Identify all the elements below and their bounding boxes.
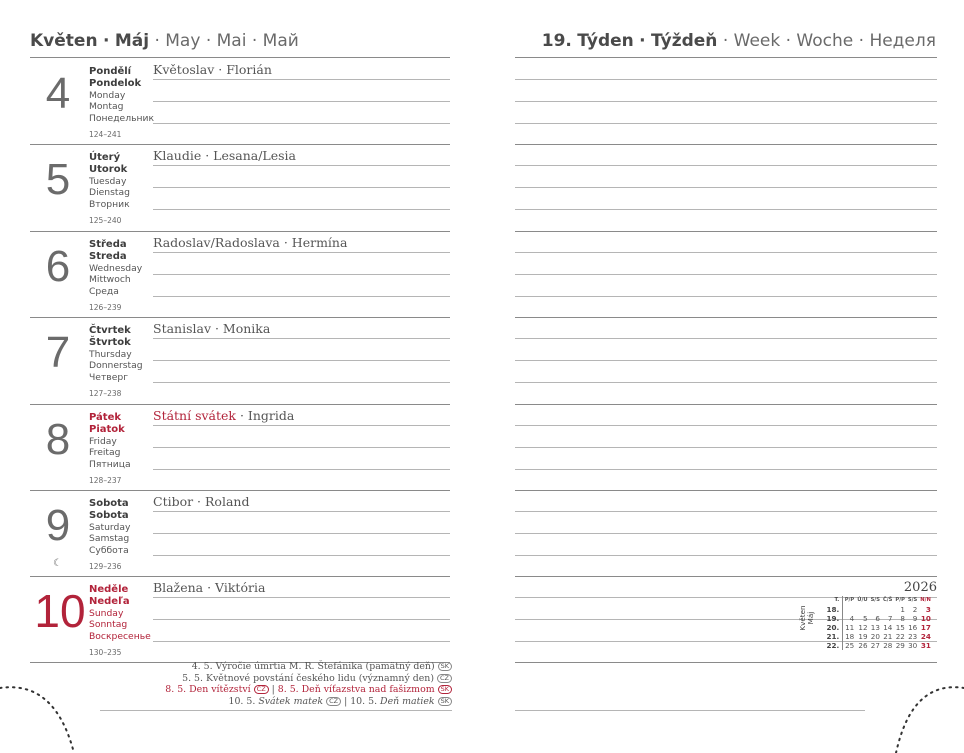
weekday-ru: Понедельник (89, 113, 155, 125)
sep: · (251, 31, 258, 51)
day-cell: 18 (845, 632, 855, 641)
nameday-text (153, 62, 272, 77)
month-label-cz: Květen (798, 605, 807, 631)
head-cell: S/S (907, 597, 918, 603)
mini-calendar-week (825, 641, 932, 650)
writing-line (153, 209, 450, 210)
writing-line (153, 382, 450, 383)
observances-notes (100, 661, 452, 707)
writing-line (153, 511, 450, 512)
header-rule (515, 57, 937, 58)
nameday-text (153, 408, 294, 423)
day-cell: 14 (883, 623, 893, 632)
day-separator (30, 404, 450, 405)
writing-line (515, 555, 937, 556)
weekday-de: Samstag (89, 533, 130, 545)
week-num: 20. (825, 623, 843, 632)
writing-line (515, 123, 937, 124)
nameday-names: Stanislav · Monika (153, 321, 271, 336)
weekday-cz: Sobota (89, 498, 129, 509)
bottom-rule (515, 710, 865, 711)
writing-line (515, 296, 937, 297)
head-cell: P/P (895, 597, 905, 603)
month-label-sk: Máj (806, 611, 815, 625)
country-flag: SK (438, 685, 452, 694)
writing-line (153, 597, 450, 598)
weekday-de: Donnerstag (89, 360, 143, 372)
writing-line (515, 425, 937, 426)
day-cell: 30 (908, 641, 918, 650)
weekday-de: Mittwoch (89, 274, 131, 286)
day-cell: 17 (920, 623, 931, 632)
writing-line (153, 274, 450, 275)
weekday-cz: Pátek (89, 412, 122, 423)
note-line (100, 684, 452, 696)
writing-line (515, 447, 937, 448)
country-flag: CZ (254, 685, 269, 694)
writing-line (153, 79, 450, 80)
day-separator (515, 231, 937, 232)
month-en: May (165, 31, 201, 51)
country-flag: CZ (437, 674, 452, 683)
note-date: 10. 5. (228, 695, 256, 707)
sep: · (154, 31, 160, 51)
weekday-en: Monday (89, 89, 126, 101)
day-cell: 27 (870, 641, 880, 650)
day-number: 6 (45, 242, 71, 291)
weekday-ru: Пятница (89, 459, 131, 471)
day-cell: 3 (925, 605, 931, 614)
mini-calendar-week (825, 632, 932, 641)
weekday-ru: Воскресенье (89, 631, 151, 643)
weekday-names (89, 152, 130, 227)
week-number: 19. (541, 31, 572, 51)
day-cell: 25 (845, 641, 855, 650)
day-cell: 12 (858, 623, 868, 632)
day-cell: 8 (900, 614, 905, 623)
weekday-sk: Streda (89, 250, 127, 262)
holiday-label: Státní svátek (153, 408, 237, 423)
dotted-arc-right-decoration (890, 670, 964, 753)
day-of-year: 127–238 (89, 388, 122, 398)
day-cell: 22 (895, 632, 905, 641)
note-text: 5. 5. Květnové povstání českého lidu (významný den) (182, 672, 434, 684)
weekday-ru: Вторник (89, 199, 130, 211)
day-cell: 26 (858, 641, 868, 650)
nameday-names: Klaudie · Lesana/Lesia (153, 148, 296, 163)
weekday-sk: Nedeľa (89, 595, 130, 607)
day-separator (30, 490, 450, 491)
day-cell: 11 (845, 623, 855, 632)
sep: · (722, 31, 729, 51)
sep: · (205, 31, 212, 51)
mini-calendar-head (825, 596, 932, 605)
note-line (100, 696, 452, 708)
weekday-en: Sunday (89, 607, 124, 619)
nameday-names: · Ingrida (236, 408, 295, 423)
week-ru: Неделя (869, 31, 936, 51)
writing-line (515, 165, 937, 166)
day-cell (856, 605, 869, 614)
week-header (542, 31, 936, 51)
week-num: 18. (825, 605, 843, 614)
month-header (30, 31, 299, 51)
day-cell: 4 (849, 614, 855, 623)
mini-calendar-grid (825, 596, 932, 650)
head-cell: T. (825, 596, 843, 605)
writing-line (153, 187, 450, 188)
writing-line (153, 338, 450, 339)
weekday-en: Thursday (89, 348, 132, 360)
writing-line (515, 360, 937, 361)
weekday-sk: Piatok (89, 423, 125, 435)
day-cell: 29 (895, 641, 905, 650)
day-cell: 24 (920, 632, 931, 641)
nameday-names: Radoslav/Radoslava · Hermína (153, 235, 348, 250)
nameday-text (153, 148, 296, 163)
country-flag: SK (438, 662, 452, 671)
sep: · (639, 31, 646, 51)
week-en: Week (733, 31, 781, 51)
day-of-year: 125–240 (89, 215, 122, 225)
nameday-names: Blažena · Viktória (153, 580, 266, 595)
day-cell: 13 (870, 623, 880, 632)
writing-line (515, 533, 937, 534)
day-cell: 28 (883, 641, 893, 650)
day-cell: 21 (883, 632, 893, 641)
week-de: Woche (796, 31, 854, 51)
week-num: 22. (825, 641, 843, 650)
day-cell: 23 (908, 632, 918, 641)
head-cell: N/N (920, 597, 931, 603)
writing-line (153, 533, 450, 534)
nameday-names: Květoslav · Florián (153, 62, 272, 77)
note-line (100, 673, 452, 685)
weekday-en: Friday (89, 435, 117, 447)
writing-line (153, 641, 450, 642)
month-sk: Máj (114, 31, 150, 51)
day-cell: 1 (900, 605, 905, 614)
weekday-cz: Úterý (89, 152, 121, 163)
day-cell: 7 (887, 614, 893, 623)
day-separator (515, 490, 937, 491)
weekday-en: Saturday (89, 521, 131, 533)
note-text: Svátek matek (258, 695, 324, 707)
day-cell: 6 (875, 614, 880, 623)
note-separator: | (271, 684, 275, 696)
writing-line (515, 187, 937, 188)
weekday-en: Tuesday (89, 175, 127, 187)
writing-line (153, 252, 450, 253)
writing-line (153, 425, 450, 426)
day-of-year: 130–235 (89, 647, 122, 657)
sep: · (858, 31, 865, 51)
day-separator (515, 317, 937, 318)
week-cz: Týden (577, 31, 634, 51)
weekday-de: Montag (89, 101, 124, 113)
day-cell: 20 (870, 632, 880, 641)
week-num: 21. (825, 632, 843, 641)
weekday-ru: Суббота (89, 545, 129, 557)
day-cell (843, 605, 856, 614)
day-of-year: 129–236 (89, 561, 122, 571)
writing-line (515, 79, 937, 80)
weekday-ru: Среда (89, 286, 119, 298)
day-cell: 2 (912, 605, 918, 614)
country-flag: CZ (326, 697, 341, 706)
weekday-names (89, 412, 131, 487)
writing-line (153, 165, 450, 166)
weekday-sk: Utorok (89, 163, 128, 175)
writing-line (153, 555, 450, 556)
mini-calendar-week (825, 614, 932, 623)
writing-line (515, 469, 937, 470)
weekday-sk: Sobota (89, 509, 129, 521)
writing-line (515, 338, 937, 339)
sep: · (785, 31, 792, 51)
weekday-cz: Pondělí (89, 66, 132, 77)
writing-line (515, 101, 937, 102)
writing-line (153, 123, 450, 124)
weekday-de: Dienstag (89, 187, 130, 199)
day-of-year: 124–241 (89, 129, 122, 139)
writing-line (153, 101, 450, 102)
writing-line (153, 296, 450, 297)
writing-line (515, 209, 937, 210)
bottom-rule (100, 710, 452, 711)
note-text: 8. 5. Deň víťazstva nad fašizmom (277, 684, 435, 696)
day-separator (515, 404, 937, 405)
day-separator (30, 231, 450, 232)
nameday-text (153, 235, 347, 250)
weekday-names (89, 239, 142, 314)
day-number: 4 (45, 69, 71, 118)
day-number: 8 (45, 415, 71, 464)
day-number: 5 (45, 155, 71, 204)
country-flag: SK (438, 697, 452, 706)
mini-calendar-week (825, 605, 932, 614)
mini-calendar-month-label (799, 598, 815, 638)
nameday-text (153, 321, 270, 336)
weekday-cz: Neděle (89, 584, 129, 595)
moon-phase-icon: ☾ (53, 558, 62, 569)
day-cell: 15 (895, 623, 905, 632)
head-cell: Ú/U (857, 597, 868, 603)
note-line (100, 661, 452, 673)
weekday-names (89, 498, 130, 573)
weekday-cz: Čtvrtek (89, 325, 131, 336)
head-cell: Č/Š (882, 597, 893, 603)
day-cell (881, 605, 893, 614)
weekday-de: Sonntag (89, 619, 128, 631)
sep: · (102, 31, 110, 51)
note-date: 10. 5. (350, 695, 378, 707)
note-separator: | (344, 695, 348, 707)
mini-calendar-week (825, 623, 932, 632)
weekday-names (89, 584, 151, 659)
weekday-cz: Středa (89, 239, 127, 250)
day-number: 9 (45, 501, 71, 550)
writing-line (153, 469, 450, 470)
head-cell: S/S (870, 597, 880, 603)
day-of-year: 126–239 (89, 302, 122, 312)
day-cell: 19 (858, 632, 868, 641)
month-ru: Май (262, 31, 299, 51)
day-separator (30, 317, 450, 318)
weekday-en: Wednesday (89, 262, 143, 274)
weekday-sk: Štvrtok (89, 336, 131, 348)
weekday-names (89, 66, 154, 141)
day-cell: 9 (912, 614, 918, 623)
day-cell: 10 (920, 614, 931, 623)
nameday-names: Ctibor · Roland (153, 494, 250, 509)
day-separator (30, 144, 450, 145)
note-text: Deň matiek (380, 695, 435, 707)
day-cell: 31 (920, 641, 931, 650)
dotted-arc-left-decoration (0, 670, 80, 753)
weekday-names (89, 325, 143, 400)
nameday-text (153, 494, 249, 509)
month-cz: Květen (30, 31, 98, 51)
writing-line (515, 274, 937, 275)
writing-line (153, 360, 450, 361)
week-num: 19. (825, 614, 843, 623)
note-text: 8. 5. Den vítězství (165, 684, 251, 696)
day-of-year: 128–237 (89, 475, 122, 485)
month-de: Mai (216, 31, 247, 51)
week-sk: Týždeň (651, 31, 718, 51)
weekday-sk: Pondelok (89, 77, 142, 89)
weekday-de: Freitag (89, 447, 121, 459)
note-text: 4. 5. Výročie úmrtia M. R. Štefánika (pamätný deň) (191, 661, 435, 672)
day-number: 7 (45, 328, 71, 377)
day-cell: 5 (862, 614, 868, 623)
day-number: 10 (34, 585, 86, 637)
day-cell: 16 (908, 623, 918, 632)
day-separator (515, 662, 937, 663)
nameday-text (153, 580, 265, 595)
weekday-ru: Четверг (89, 372, 129, 384)
writing-line (515, 382, 937, 383)
day-separator (515, 144, 937, 145)
writing-line (153, 619, 450, 620)
day-separator (515, 576, 937, 577)
mini-calendar-year: 2026 (903, 580, 937, 595)
writing-line (515, 511, 937, 512)
day-cell (869, 605, 881, 614)
day-separator (30, 576, 450, 577)
writing-line (153, 447, 450, 448)
writing-line (515, 252, 937, 253)
head-cell: P/P (844, 597, 855, 603)
header-rule (30, 57, 450, 58)
